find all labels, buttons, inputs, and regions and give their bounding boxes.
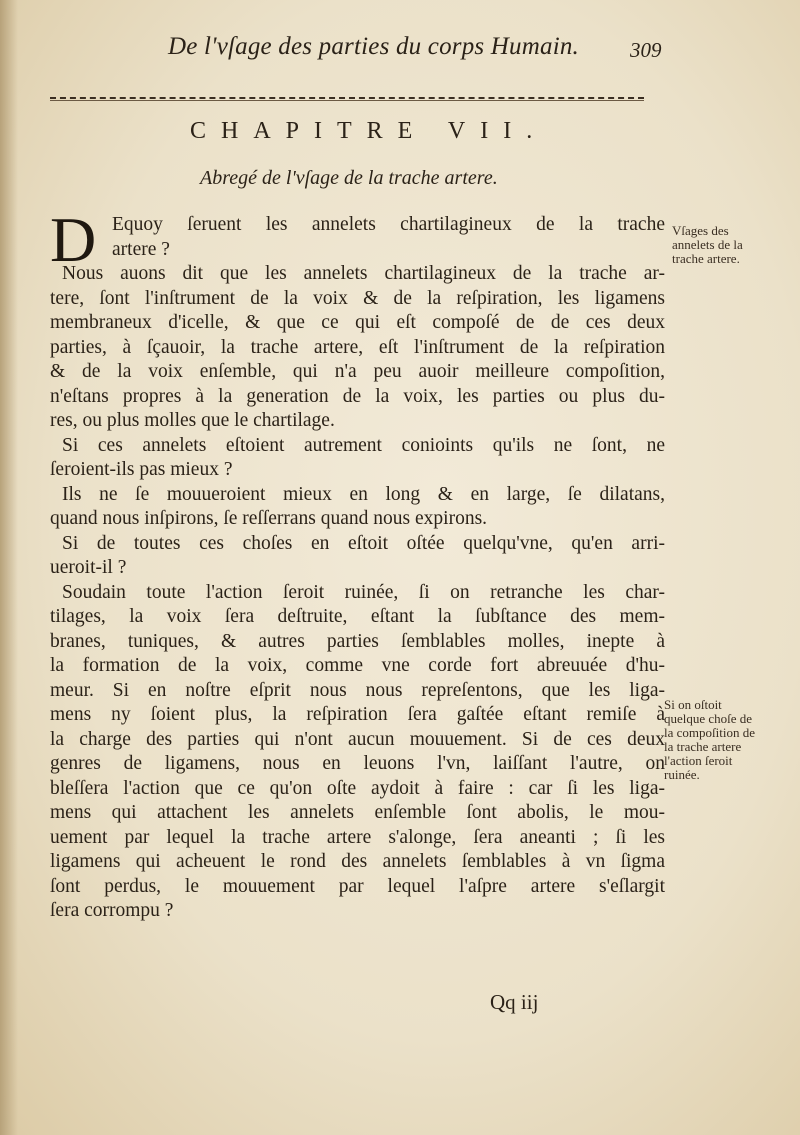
text-line: Nous auons dit que les annelets chartilagineux de la trache ar- [62, 263, 665, 284]
text-line: mens ny ſoient plus, la reſpiration ſera gaſtée eſtant remiſe à [50, 704, 665, 725]
text-line: artere ? [112, 238, 170, 260]
text-line: tere, ſont l'inſtrument de la voix & de la reſpiration, les ligamens [50, 287, 665, 309]
header-rule [50, 97, 644, 99]
chapter-subtitle: Abregé de l'vſage de la trache artere. [200, 167, 498, 189]
text-line: ſera corrompu ? [50, 900, 174, 921]
text-line: ueroit-il ? [50, 557, 127, 578]
text-line: mens qui attachent les annelets enſemble ſont abolis, le mou- [50, 802, 665, 823]
text-line: bleſſera l'action que ce qu'on oſte aydoit à faire : car ſi les liga- [50, 777, 665, 799]
margin-note: Vſages des annelets de la trache artere. [672, 223, 743, 266]
text-line: meur. Si en noſtre eſprit nous nous repreſentons, que les liga- [50, 679, 665, 701]
text-line: la charge des parties qui n'ont aucun mouuement. Si de ces deux [50, 728, 665, 750]
header-rule-thin [50, 100, 644, 101]
text-line: membraneux d'icelle, & que ce qui eſt compoſé de de ces deux [50, 312, 665, 333]
text-line: uement par lequel la trache artere s'alonge, ſera aneanti ; ſi les [50, 826, 665, 848]
page-number: 309 [630, 38, 662, 62]
text-line: quand nous inſpirons, ſe reſſerrans quand nous expirons. [50, 508, 488, 529]
running-title: De l'vſage des parties du corps Humain. [168, 33, 580, 60]
chapter-heading: CHAPITRE VII. [190, 118, 548, 144]
text-line: branes, tuniques, & autres parties ſemblables molles, inepte à [50, 630, 665, 652]
drop-cap: D [50, 204, 97, 275]
text-line: Soudain toute l'action ſeroit ruinée, ſi on retranche les char- [62, 581, 665, 603]
text-line: tilages, la voix ſera deſtruite, eſtant la ſubſtance des mem- [50, 606, 665, 627]
text-line: & de la voix enſemble, qui n'a peu auoir meilleure compoſition, [50, 361, 665, 382]
text-line: Si ces annelets eſtoient autrement conioints qu'ils ne ſont, ne [62, 434, 665, 456]
margin-note: Si on oſtoit quelque choſe de la compoſition de la trache artere l'action ſeroit ruinée. [664, 697, 755, 782]
text-line: Ils ne ſe mouueroient mieux en long & en large, ſe dilatans, [62, 483, 665, 505]
text-line: ligamens qui acheuent le rond des annelets ſemblables à vn ſigma [50, 851, 665, 872]
body-text [50, 204, 665, 924]
text-line: Equoy ſeruent les annelets chartilagineux de la trache [112, 214, 665, 235]
text-line: res, ou plus molles que le chartilage. [50, 410, 335, 431]
text-line: genres de ligamens, nous en leuons l'vn, laiſſant l'autre, on [50, 753, 665, 774]
text-line: ſont perdus, le mouuement par lequel l'aſpre artere s'eſlargit [50, 875, 665, 897]
text-line: n'eſtans propres à la generation de la voix, les parties ou plus du- [50, 385, 665, 407]
signature-mark: Qq iij [490, 990, 539, 1014]
text-line: parties, à ſçauoir, la trache artere, eſt l'inſtrument de la reſpiration [50, 336, 665, 358]
text-line: ſeroient-ils pas mieux ? [50, 459, 233, 480]
text-line: la formation de la voix, comme vne corde fort abreuuée d'hu- [50, 655, 665, 676]
text-line: Si de toutes ces choſes en eſtoit oſtée quelqu'vne, qu'en arri- [62, 532, 665, 554]
spine-shadow [0, 0, 18, 1135]
